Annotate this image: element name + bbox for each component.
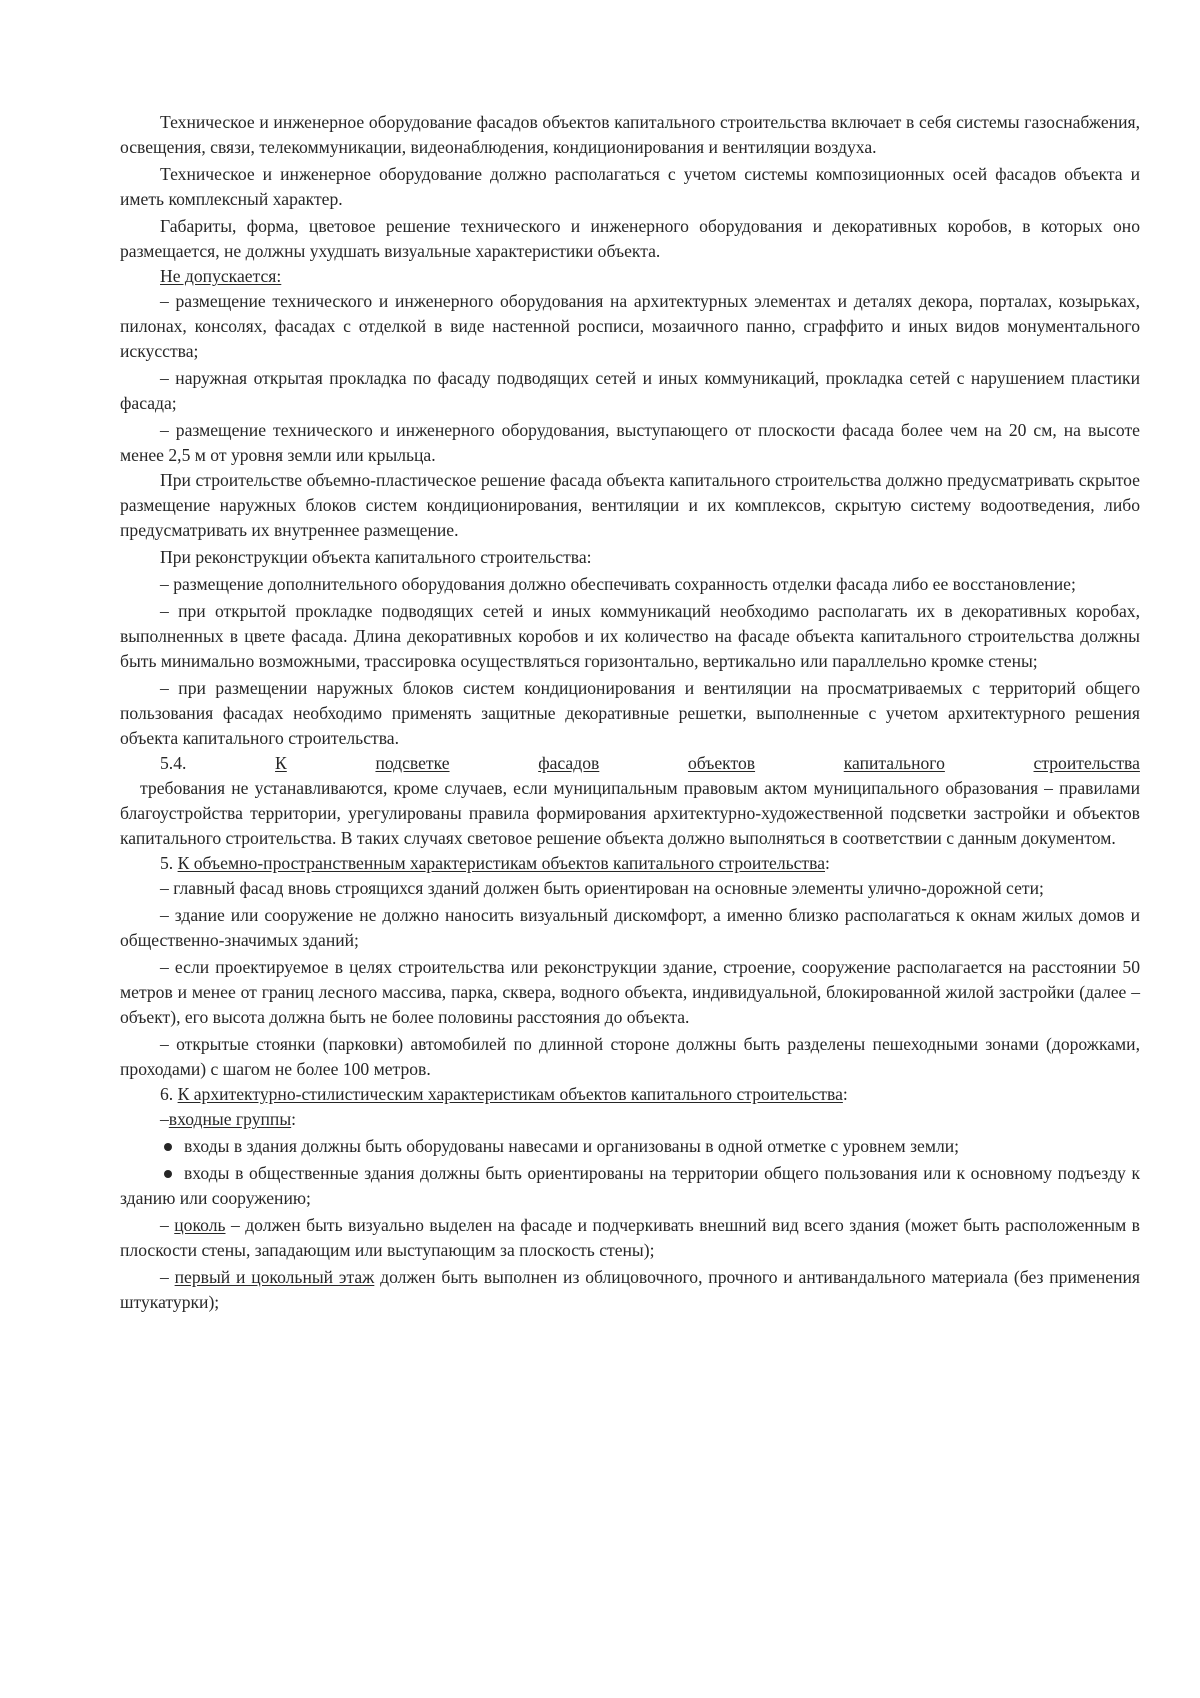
not-allowed-label: Не допускается: [160, 266, 282, 286]
heading-word: капитального [843, 753, 945, 773]
floor-label: первый и цокольный этаж [174, 1267, 375, 1287]
section-5-heading [120, 851, 1140, 876]
section-6-heading [120, 1082, 1140, 1107]
paragraph: При реконструкции объекта капитального строительства: [160, 547, 592, 567]
floor-text: должен быть выполнен из облицовочного, прочного и антивандального материала (без применения штукатурки); [120, 1267, 1140, 1312]
section-5-4-heading [120, 751, 1140, 776]
bullet-icon [164, 1170, 172, 1178]
section-colon: : [825, 853, 830, 873]
heading-word: фасадов [538, 753, 600, 773]
list-item: – при размещении наружных блоков систем кондиционирования и вентиляции на просматриваемых с территорий общего пользования фасадах необходимо применять защитные декоративные решетки, выполненные с учетом архитектурного решения объекта капитального строительства. [120, 678, 1140, 748]
plinth-label: цоколь [174, 1215, 226, 1235]
heading-word: объектов [687, 753, 756, 773]
section-number: 5.4. [160, 753, 187, 773]
section-title: К архитектурно-стилистическим характеристикам объектов капитального строительства [177, 1084, 843, 1104]
section-title: К объемно-пространственным характеристикам объектов капитального строительства [177, 853, 826, 873]
list-item: – при открытой прокладке подводящих сетей и иных коммуникаций необходимо располагать их в декоративных коробах, выполненных в цвете фасада. Длина декоративных коробов и их количество на фасаде объекта капитального строительства должны быть минимально возможными, трассировка осуществляться горизонтально, вертикально или параллельно кромке стены; [120, 601, 1140, 671]
paragraph: требования не устанавливаются, кроме случаев, если муниципальным правовым актом муниципального образования – правилами благоустройства территории, урегулированы правила формирования архитектурно-художественной подсветки застройки и объектов капитального строительства. В таких случаях световое решение объекта должно выполняться в соответствии с данным документом. [120, 778, 1140, 848]
heading-word: строительства [1033, 753, 1140, 773]
colon: : [291, 1109, 297, 1129]
bullet-text: входы в здания должны быть оборудованы навесами и организованы в одной отметке с уровнем земли; [184, 1136, 960, 1156]
list-item: – размещение технического и инженерного оборудования на архитектурных элементах и деталях декора, порталах, козырьках, пилонах, консолях, фасадах с отделкой в виде настенной росписи, мозаичного панно, сграффито и иных видов монументального искусства; [120, 291, 1140, 361]
list-item: – размещение дополнительного оборудования должно обеспечивать сохранность отделки фасада либо ее восстановление; [160, 574, 1076, 594]
paragraph: При строительстве объемно-пластическое решение фасада объекта капитального строительства должно предусматривать скрытое размещение наружных блоков систем кондиционирования, вентиляции и их комплексов, скрытую систему водоотведения, либо предусматривать их внутреннее размещение. [120, 470, 1140, 540]
list-item [120, 1213, 1140, 1263]
plinth-text: – должен быть визуально выделен на фасаде и подчеркивать внешний вид всего здания (может быть расположенным в плоскости стены, западающим или выступающим за плоскость стены); [120, 1215, 1140, 1260]
subheading [120, 1107, 1140, 1132]
heading-word: подсветке [375, 753, 450, 773]
list-item: – здание или сооружение не должно наносить визуальный дискомфорт, а именно близко располагаться к окнам жилых домов и общественно-значимых зданий; [120, 905, 1140, 950]
list-item: – главный фасад вновь строящихся зданий должен быть ориентирован на основные элементы улично-дорожной сети; [160, 878, 1044, 898]
list-item: – если проектируемое в целях строительства или реконструкции здание, строение, сооружение располагается на расстоянии 50 метров и менее от границ лесного массива, парка, сквера, водного объекта, индивидуальной, блокированной жилой застройки (далее – объект), его высота должна быть не более половины расстояния до объекта. [120, 957, 1140, 1027]
section-number: 5. [160, 853, 178, 873]
list-item [120, 1265, 1140, 1315]
heading-word: К [275, 753, 287, 773]
entry-groups-label: входные группы [168, 1109, 292, 1129]
bullet-icon [164, 1143, 172, 1151]
dash: – [160, 1267, 175, 1287]
list-item: – наружная открытая прокладка по фасаду подводящих сетей и иных коммуникаций, прокладка сетей с нарушением пластики фасада; [120, 368, 1140, 413]
section-number: 6. [160, 1084, 178, 1104]
section-colon: : [842, 1084, 848, 1104]
dash: – [160, 1109, 169, 1129]
list-item: – открытые стоянки (парковки) автомобилей по длинной стороне должны быть разделены пешеходными зонами (дорожками, проходами) с шагом не более 100 метров. [120, 1034, 1140, 1079]
paragraph: Техническое и инженерное оборудование фасадов объектов капитального строительства включает в себя системы газоснабжения, освещения, связи, телекоммуникации, видеонаблюдения, кондиционирования и вентиляции воздуха. [120, 112, 1140, 157]
bullet-item [120, 1161, 1140, 1211]
paragraph: Техническое и инженерное оборудование должно располагаться с учетом системы композиционных осей фасадов объекта и иметь комплексный характер. [120, 164, 1140, 209]
bullet-item [120, 1134, 1140, 1159]
bullet-text: входы в общественные здания должны быть ориентированы на территории общего пользования или к основному подъезду к зданию или сооружению; [120, 1163, 1140, 1208]
not-allowed-heading [120, 264, 1140, 289]
list-item: – размещение технического и инженерного оборудования, выступающего от плоскости фасада более чем на 20 см, на высоте менее 2,5 м от уровня земли или крыльца. [120, 420, 1140, 465]
paragraph: Габариты, форма, цветовое решение технического и инженерного оборудования и декоративных коробов, в которых оно размещается, не должны ухудшать визуальные характеристики объекта. [120, 216, 1140, 261]
dash: – [160, 1215, 175, 1235]
document-body [120, 110, 1140, 1315]
